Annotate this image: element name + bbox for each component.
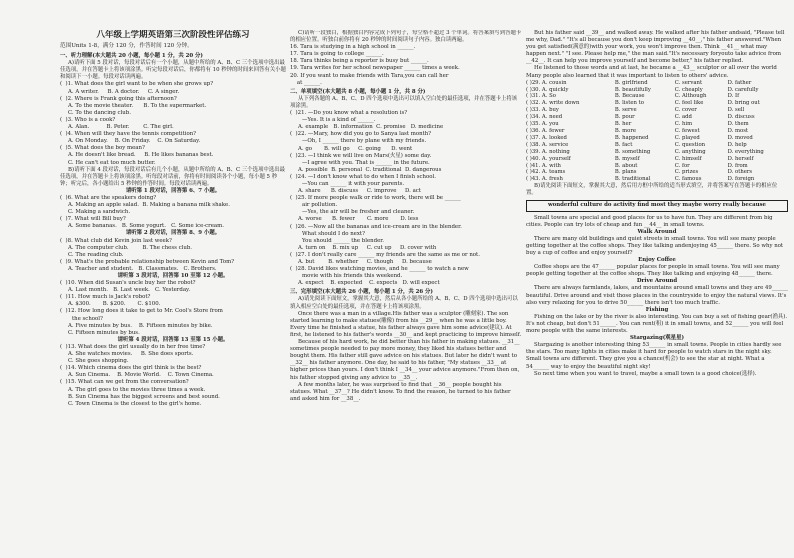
option-line: A. share B. discuss C. improve D. act — [298, 188, 421, 195]
option-line: A. The computer club. B. The chess club. — [68, 244, 192, 251]
option-cell: D. herself — [727, 155, 754, 162]
option-cell: C. him — [674, 121, 693, 128]
question-line: You should ______ the blender. — [290, 237, 384, 244]
option-line: A. On Monday. B. On Friday. C. On Saturday. — [68, 138, 201, 145]
sub-heading: 请听第 3 段对话，回答第 10 至第 12 小题。 — [117, 273, 229, 279]
option-line: A. but B. whether C. though D. because — [298, 259, 432, 265]
paragraph: Fishing on the lake or by the river is also interesting. You can buy a set of fishing gear(渔具). It's not cheap, but don't 51______. You can rent(租) it in small towns, and 52______ you will feel more people with the same interests. — [526, 313, 788, 335]
sub-heading: 请听第 4 段对话，回答第 13 至第 15 小题。 — [117, 336, 229, 343]
option-line: C. Making a sandwich. — [68, 209, 131, 216]
section-heading: 二、单项填空(本大题共 8 小题，每小题 1 分，共 8 分) — [290, 88, 426, 95]
option-cell: D. help — [727, 141, 747, 148]
question-line: —You can ______ it with your parents. — [290, 180, 405, 187]
paragraph: Once there was a man in a village.His father was a sculptor (雕刻家). The son started learning to make statues(雕像) from his __29__ when he was a little boy. Every time he finished a statue, his father always gave him some advice(建议). At first, he listened to his father's words __30__ and kept practicing to improve himself. — [290, 310, 522, 338]
page-title: 八年级上学期英语第三次阶段性评估练习 — [96, 30, 250, 40]
option-cell: C. fewest — [674, 128, 700, 134]
option-cell: D. carefully — [727, 86, 759, 93]
question-line: —Yes. It is a kind of ______. — [290, 117, 376, 124]
paragraph: Small towns are special and good places for us to have fun. They are different from big cities. People can try lots of cheap and fun __44__ in small towns. — [526, 214, 773, 228]
option-cell: B. about — [614, 162, 638, 169]
question-line: ( )2. Where is Frank going this afternoon? — [60, 95, 177, 102]
question-line: ( )4. When will they have the tennis competition? — [60, 131, 197, 138]
column-left — [60, 30, 286, 554]
option-cell: ( )33. A. buy — [526, 107, 559, 114]
option-cell: B. myself — [614, 155, 640, 162]
option-cell: ( )41. A. with — [526, 162, 561, 169]
option-row — [526, 87, 788, 94]
option-cell: ( )32. A. write down — [526, 100, 580, 107]
option-cell: D. from — [727, 162, 748, 169]
option-line: A. Last month. B. Last week. C. Yesterday. — [68, 287, 191, 294]
option-cell: B. traditional — [614, 176, 651, 183]
option-line: C. He can't eat too much butter. — [68, 159, 156, 166]
option-cell: D. father — [727, 79, 752, 86]
sub-heading: Fishing — [645, 306, 669, 313]
instruction: 从下列各题的 A、B、C、D 四个选项中选出可以填入空白处的最佳选项，并在答题卡上将该项涂黑。 — [290, 95, 518, 109]
option-row — [526, 156, 788, 163]
question-line: ( )25. If more people walk or ride to work, there will be ______ — [290, 195, 461, 202]
column-middle — [290, 30, 522, 554]
option-cell: B. plans — [614, 169, 637, 176]
section-b-instruction: B)请先阅读下面短文，掌握其大意，然后用方框中所给的适当形式填空，并将答案写在答题卡的相应位置。 — [526, 183, 778, 197]
column-right — [526, 30, 788, 554]
option-line: A. turn on B. mix up C. cut up D. cover with — [298, 244, 437, 251]
exam-scope: 范围Units 1-8，满分 120 分，作答时间 120 分钟。 — [60, 43, 193, 49]
option-cell: C. himself — [674, 155, 702, 162]
option-cell: B. something — [614, 148, 651, 155]
question-line: —I agree with you. That is ______ in the future. — [290, 159, 430, 166]
question-line: ( )5. What does the boy mean? — [60, 145, 145, 152]
option-row — [526, 163, 788, 170]
option-cell: B. beautifully — [614, 86, 651, 93]
option-row — [526, 114, 788, 121]
instruction: C)请听一段独白，根据独白内容完成下列句子，每空格不超过 3 个单词。将答案填写到答题卡的相应位置。听独白前你将有 20 秒钟的时间阅读句子内容。独白读两遍。 — [290, 30, 522, 44]
option-cell: B. her — [614, 121, 632, 128]
option-cell: B. happened — [614, 134, 649, 141]
option-row — [526, 135, 788, 142]
option-line: A. go B. will go C. going D. went — [298, 145, 413, 152]
option-cell: B. girlfriend — [614, 79, 648, 86]
option-cell: C. famous — [674, 176, 702, 183]
option-cell: ( )40. A. yourself — [526, 155, 571, 162]
word-box: wonderful culture do activity find most they maybe worry really because — [526, 200, 788, 211]
option-cell: ( )37. A. looked — [526, 134, 567, 141]
option-cell: C. add — [674, 114, 692, 121]
question-line: ( )22. —Mary, how did you go to Sanya last month? — [290, 131, 432, 138]
option-line: A. The girl goes to the movies three times a week. — [68, 386, 206, 393]
question-line: ( )13. What does the girl usually do in her free time? — [60, 343, 206, 350]
option-row — [526, 149, 788, 156]
option-cell: ( )43. A. fresh — [526, 176, 563, 183]
option-row — [526, 142, 788, 149]
option-line: A. Five minutes by bus. B. Fifteen minutes by bike. — [68, 322, 213, 329]
option-cell: ( )29. A. cousin — [526, 79, 567, 86]
instruction: A)请听下面 5 段对话，每段对话后有一个小题，从题中所给的 A、B、C 三个选项中选出最佳选项，并在答题卡上将该项涂黑。听完每段对话后，你都将有 10 秒钟的时间来回答有关小题和阅读下一小题。每段对话读两遍。 — [60, 60, 286, 81]
question-line: the school? — [60, 315, 103, 322]
option-line: A. She watches movies. B. She does sports. — [68, 351, 194, 358]
option-cell: D. discuss — [727, 114, 755, 121]
option-line: A. Teacher and student. B. Classmates. C. Brothers. — [68, 265, 217, 272]
paragraph: Stargazing is another interesting thing 53______ in small towns. People in cities hardly see the stars. Too many lights in cities make it hard for people to watch stars in the night sky. Small towns are different. They give you a chance(机会) to see the star at night. What a 54______ way to enjoy the beautiful night sky! — [526, 342, 782, 370]
option-line: A. Sun Cinema. B. Movie World. C. Town Cinema. — [68, 372, 214, 379]
option-cell: C. cover — [674, 107, 697, 114]
grammar-cloze-section — [290, 30, 522, 403]
option-cell: ( )31. A. So — [526, 93, 556, 100]
option-line: A. Some bananas. B. Some yogurt. C. Some ice-cream. — [68, 223, 224, 230]
option-row — [526, 169, 788, 176]
option-line: C. Fifteen minutes by bus. — [68, 329, 140, 336]
paragraph: Coffee shops are the 47______ popular places for people in small towns. You will see many people getting together at the coffee shops. They like talking and enjoying 48______ there. — [526, 264, 780, 278]
option-cell: B. listen to — [614, 100, 644, 107]
section-heading: 三、完形填空(本大题共 26 小题，每小题 1 分，共 26 分) — [290, 289, 433, 296]
option-cell: ( )35. A. you — [526, 121, 559, 128]
question-line: ( )9. What's the probable relationship between Kevin and Tom? — [60, 258, 235, 265]
question-line: 17. Tara is going to college ______. — [290, 51, 384, 58]
option-line: A. A writer. B. A doctor. C. A singer. — [68, 88, 180, 95]
option-line: A. expect B. expected C. expects D. will expect — [298, 280, 440, 287]
option-cell: D. others — [727, 169, 753, 176]
sub-heading: Enjoy Coffee — [638, 257, 676, 264]
paragraph: A few months later, he was surprised to find that __36__ people bought his statues. What __37__? He didn't know. To find the reason, he turned to his father and asked him for __38__. — [290, 381, 511, 402]
question-line: ( )6. What are the speakers doing? — [60, 194, 157, 201]
option-line: C. The reading club. — [68, 251, 124, 258]
option-cell: C. played — [674, 134, 700, 141]
option-line: C. To the dancing club. — [68, 109, 131, 116]
option-line: A. To the movie theater. B. To the supermarket. — [68, 102, 207, 109]
paragraph: Because of his hard work, he did better than his father in making statues. __31__ sometimes people needed to pay more money, they liked his statues better and bought them. His father still gave advice on his statues. But later he didn't want to __32__ his father anymore. One day, he said to his father, "My statues __33__ at higher prices than yours. I don't think I __34__ your advice anymore."From then on, his father stopped giving any advice to __35__. — [290, 339, 520, 381]
option-cell: C. prizes — [674, 169, 699, 176]
option-line: A. Alan. B. Peter. C. The girl. — [68, 124, 174, 131]
question-line: ( )14. Which cinema does the girl think is the best? — [60, 365, 202, 372]
option-cell: B. fact — [614, 141, 633, 148]
option-cell: C. anything — [674, 148, 706, 155]
question-line: ( )15. What can we get from the conversation? — [60, 379, 189, 386]
option-cell: D. everything — [727, 148, 764, 155]
option-line: A. He doesn't like bread. B. He likes bananas best. — [68, 152, 214, 159]
listening-section — [60, 53, 286, 408]
sub-heading: Walk Around — [637, 228, 677, 235]
cloze-options-table — [526, 80, 788, 184]
option-cell: C. servant — [674, 79, 703, 86]
instruction: A)请先阅读下面短文，掌握其大意，然后从各小题所给的 A、B、C、D 四个选项中选出可以填入相应空白处的最佳选项，并在答题卡上将该项涂黑。 — [290, 296, 518, 310]
option-cell: ( )34. A. need — [526, 114, 563, 121]
question-line: 19. Tara writes for her school newspaper ______ times a week. — [290, 65, 460, 72]
option-cell: C. Although — [674, 93, 707, 100]
option-line: A. worse B. fewer C. more D. less — [298, 216, 419, 223]
option-line: A. Making an apple salad. B. Making a banana milk shake. — [68, 202, 230, 209]
question-line: —Yes, the air will be fresher and cleaner. — [290, 209, 415, 216]
question-line: ( )1. What does the girl want to be when she grows up? — [60, 81, 214, 88]
option-line: C. Town Cinema is the closest to the girl's home. — [68, 400, 202, 407]
question-line: ( )28. David likes watching movies, and he ______ to watch a new — [290, 266, 469, 273]
option-cell: ( )30. A. quickly — [526, 86, 569, 93]
sub-heading: 请听第 2 段对话，回答第 8、9 小题。 — [125, 230, 221, 237]
option-cell: D. If — [727, 93, 740, 100]
question-line: ( )7. What will Bill buy? — [60, 216, 126, 223]
option-cell: ( )39. A. nothing — [526, 148, 570, 155]
question-line: ( )27. I don't really care ______ my friends are the same as me or not. — [290, 251, 480, 258]
question-line: What should I do next? — [290, 230, 365, 237]
option-row — [526, 128, 788, 135]
question-line: air pollution. — [290, 202, 338, 209]
question-line: ( )12. How long does it take to get to Mr. Cool's Store from — [60, 308, 223, 315]
question-line: ( )21. —Do you know what a resolution is? — [290, 110, 408, 117]
section-heading: 一、听力理解(本大题共 20 小题，每小题 1 分，共 20 分) — [60, 53, 203, 60]
sub-heading: 请听第 1 段对话，回答第 6、7 小题。 — [125, 187, 221, 194]
option-row — [526, 121, 788, 128]
question-line: ( )8. What club did Kevin join last week? — [60, 237, 172, 244]
option-cell: ( )42. A. teams — [526, 169, 566, 176]
option-cell: C. question — [674, 141, 706, 148]
option-line: C. She goes shopping. — [68, 358, 129, 365]
option-cell: D. most — [727, 128, 749, 134]
option-cell: B. serve — [614, 107, 637, 114]
question-line: —Oh, I ______ there by plane with my friends. — [290, 138, 427, 145]
paragraph: He listened to those words and at last, he became a __43__ sculptor or all over the world Many people also learned that it was important to listen to others' advice. — [526, 65, 777, 79]
option-cell: B. Because — [614, 93, 645, 100]
option-cell: B. more — [614, 128, 637, 134]
sub-heading: Drive Around — [636, 278, 678, 285]
option-cell: C. cheaply — [674, 86, 703, 93]
question-line: 16. Tara is studying in a high school in ______. — [290, 44, 416, 51]
paragraph: There are many old buildings and quiet streets in small towns. You will see many people getting together at the coffee shops. They like talking andenjoying 45______ there. So why not buy a cup of coffee and enjoy yourself? — [526, 235, 784, 256]
option-cell: C. feel like — [674, 100, 704, 107]
option-cell: ( )38. A. service — [526, 141, 569, 148]
paragraph: So next time when you want to travel, maybe a small town is a good choice(选择). — [534, 370, 757, 377]
sub-heading: Stargazing(观星星) — [629, 335, 685, 342]
question-line: 18. Tara thinks being a reporter is busy but ______. — [290, 58, 429, 65]
reading-passage — [526, 215, 788, 378]
question-line: 20. If you want to make friends with Tara,you can call her — [290, 72, 449, 79]
question-line: ( )3. Who is a cook? — [60, 116, 116, 123]
question-line: at ______. — [290, 79, 322, 86]
option-row — [526, 107, 788, 114]
option-cell: B. pour — [614, 114, 635, 121]
question-line: ( )10. When did Susan's uncle buy her the robot? — [60, 280, 196, 287]
paragraph: There are always farmlands, lakes, and mountains around small towns and they are 49______ beautiful. Drive around and visit those places in the countryside to enjoy the natural views. It's also very relaxing for you to drive 50______ there isn't too much traffic. — [526, 285, 788, 306]
option-row — [526, 100, 788, 107]
option-cell: D. them — [727, 121, 749, 128]
option-cell: D. bring out — [727, 100, 760, 107]
question-line: movie with his friends this weekend. — [290, 273, 403, 280]
instruction: B)请听下面 4 段对话，每段对话后有几个小题，从题中所给的 A、B、C 三个选项中选出最佳选项，并在答题卡上将该项涂黑。听每段对话前，你将有时间阅读各个小题，每小题 5 秒钟；听完后，各小题给出 5 秒钟的作答时间。每段对话读两遍。 — [60, 166, 285, 187]
question-line: ( )24. —I don't know what to do when I finish school. — [290, 173, 436, 180]
option-line: A. example B. information C. promise D. medicine — [298, 124, 444, 131]
option-row — [526, 80, 788, 87]
option-line: B. Sun Cinema has the biggest screens and best sound. — [68, 393, 220, 400]
question-line: ( )26. —Now all the bananas and ice-cream are in the blender. — [290, 223, 462, 230]
option-cell: D. foreign — [727, 176, 755, 183]
option-cell: C. for — [674, 162, 690, 169]
option-cell: D. sell — [727, 107, 745, 114]
option-cell: D. moved — [727, 134, 753, 141]
option-line: A. possible B. personal C. traditional D. dangerous — [298, 166, 442, 173]
option-cell: ( )36. A. fewer — [526, 128, 565, 134]
paragraph: But his father said __39__ and walked away. He walked after his father andsaid, "Please tell me why, Dad." "It's all because you don't keep improving __40__," his father answered."When you get satisfied(满意的)with your work, you won't improve then. Think __41__ what may happen next." "I see. Please help me," the man said."It's necessary foryouto take advice from __42__. It can help you improve yourself and become better," his father replied. — [526, 30, 785, 65]
cloze-continuation — [526, 30, 788, 80]
question-line: ( )11. How much is Jack's robot? — [60, 294, 151, 301]
question-line: ( )23. —I think we will live on Mars(火星) some day. — [290, 152, 432, 159]
option-line: A. $300. B. $200. C. $100. — [68, 301, 161, 308]
